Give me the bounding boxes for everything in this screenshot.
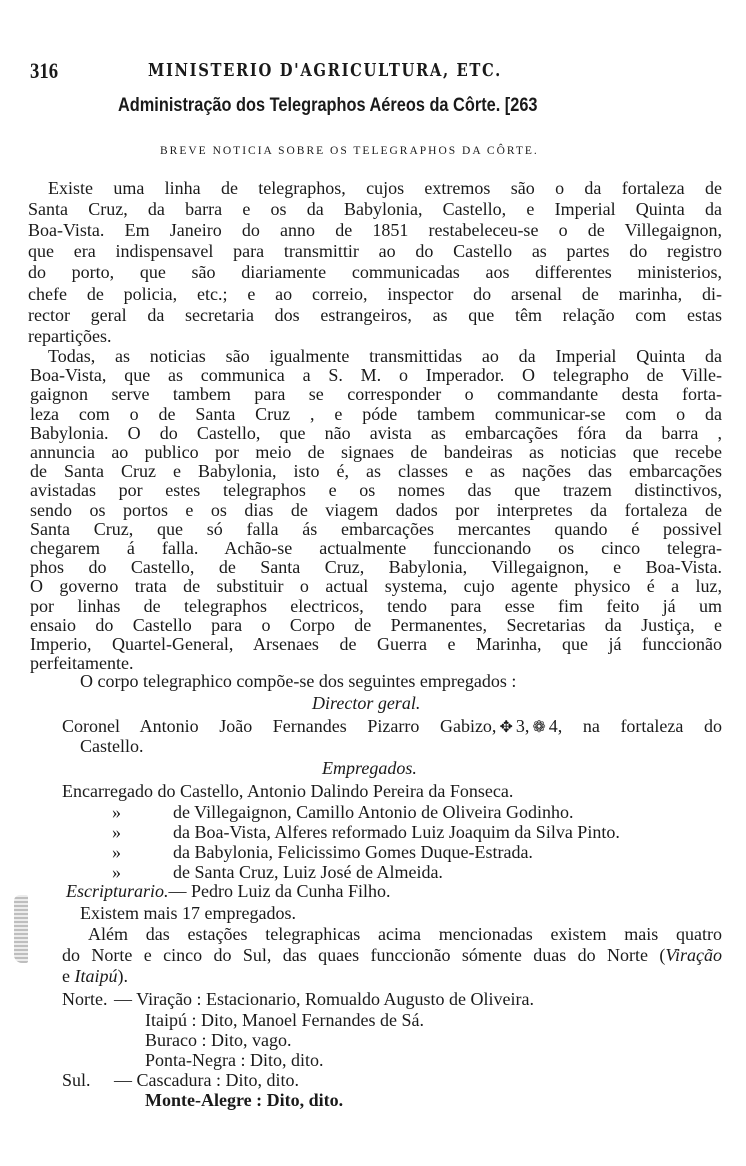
clerk-label: Escripturario. xyxy=(66,881,169,901)
director-name: Coronel Antonio João Fernandes Pizarro Gabizo, xyxy=(62,716,497,736)
station-name: Viração xyxy=(665,945,722,965)
paragraph-2-line: por linhas de telegraphos electricos, tendo para esse fim feito já um xyxy=(30,595,722,616)
paragraph-2-line: annuncia ao publico por meio de signaes de bandeiras as noticias que recebe xyxy=(30,442,722,462)
employees-heading: Empregados. xyxy=(322,758,417,778)
paragraph-1-line: chefe de policia, etc.; e ao correio, inspector do arsenal de marinha, di- xyxy=(28,283,722,304)
ditto-mark: » xyxy=(112,842,121,862)
director-line-cont: Castello. xyxy=(80,736,144,756)
north-station: Buraco : Dito, vago. xyxy=(145,1030,292,1050)
paragraph-1-line: do porto, que são diariamente communicadas aos differentes ministerios, xyxy=(28,262,722,283)
others-line: Existem mais 17 empregados. xyxy=(80,903,296,923)
running-title: MINISTERIO D'AGRICULTURA, ETC. xyxy=(148,60,502,81)
paragraph-2-line: O governo trata de substituir o actual systema, cujo agente physico é a luz, xyxy=(30,576,722,597)
employee-line: Encarregado do Castello, Antonio Dalindo Pereira da Fonseca. xyxy=(62,781,514,801)
ditto-mark: » xyxy=(112,802,121,822)
order-grade-2: 4, na fortaleza do xyxy=(548,716,722,736)
paragraph-2-line: gaignon serve tambem para se corresponder o commandante desta forta- xyxy=(30,384,722,405)
stations-text: do Norte e cinco do Sul, das quaes funccionão sómente duas do Norte ( xyxy=(62,945,666,965)
employee-line: de Santa Cruz, Luiz José de Almeida. xyxy=(173,862,443,882)
stations-text: e xyxy=(62,966,75,986)
stations-line: Além das estações telegraphicas acima mencionadas existem mais quatro xyxy=(88,924,722,944)
clerk-line xyxy=(66,880,391,902)
employee-line: da Babylonia, Felicissimo Gomes Duque-Estrada. xyxy=(173,842,533,862)
paragraph-2-line: de Santa Cruz e Babylonia, isto é, as classes e as nações das embarcações xyxy=(30,461,722,482)
paragraph-2-line: leza com o de Santa Cruz , e póde tambem communicar-se com o da xyxy=(30,403,722,424)
page-number: 316 xyxy=(30,58,59,83)
paragraph-1-line: Existe uma linha de telegraphos, cujos extremos são o da fortaleza de xyxy=(48,178,722,198)
paragraph-2-line: chegarem á falla. Achão-se actualmente funccionando os cinco telegra- xyxy=(30,538,722,558)
south-station: Monte-Alegre : Dito, dito. xyxy=(145,1090,344,1110)
stations-line xyxy=(62,965,128,987)
ditto-mark: » xyxy=(112,822,121,842)
north-station: Ponta-Negra : Dito, dito. xyxy=(145,1050,324,1070)
paragraph-2-line: perfeitamente. xyxy=(30,653,134,674)
order-cross-icon: ✥ xyxy=(499,719,513,736)
clerk-name: — Pedro Luiz da Cunha Filho. xyxy=(168,881,391,901)
director-line xyxy=(62,715,722,737)
paragraph-2-line: Imperio, Quartel-General, Arsenaes de Guerra e Marinha, que já funccionão xyxy=(30,634,722,654)
paragraph-2-line: avistadas por estes telegraphos e os nomes das que trazem distinctivos, xyxy=(30,480,722,501)
director-heading: Director geral. xyxy=(312,693,421,713)
north-station: Itaipú : Dito, Manoel Fernandes de Sá. xyxy=(145,1010,424,1030)
paragraph-2-line: Todas, as noticias são igualmente transmittidas ao da Imperial Quinta da xyxy=(48,346,722,366)
south-label: Sul. xyxy=(62,1070,91,1090)
employee-line: de Villegaignon, Camillo Antonio de Oliveira Godinho. xyxy=(173,802,574,822)
south-station: — Cascadura : Dito, dito. xyxy=(114,1070,299,1090)
stations-line xyxy=(62,944,722,966)
order-rose-icon: ❁ xyxy=(532,719,546,736)
paragraph-2-line: ensaio do Castello para o Corpo de Permanentes, Secretarias da Justiça, e xyxy=(30,614,722,635)
ditto-mark: » xyxy=(112,862,121,882)
paragraph-1-line: Boa-Vista. Em Janeiro do anno de 1851 restabeleceu-se o de Villegaignon, xyxy=(28,220,722,241)
paragraph-2-line: Santa Cruz, que só falla ás embarcações mercantes quando é possivel xyxy=(30,518,722,539)
paragraph-2-line: phos do Castello, de Santa Cruz, Babylonia, Villegaignon, e Boa-Vista. xyxy=(30,557,722,578)
paragraph-2-line: sendo os portos e os dias de viagem dados por interpretes da fortaleza de xyxy=(30,499,722,520)
notice-heading: BREVE NOTICIA SOBRE OS TELEGRAPHOS DA CÔRTE. xyxy=(160,145,539,157)
paragraph-1-line: que era indispensavel para transmittir ao do Castello as partes do registro xyxy=(28,241,722,262)
paragraph-1-line: rector geral da secretaria dos estrangeiros, as que têm relação com estas xyxy=(28,304,722,325)
stations-text: ). xyxy=(117,966,128,986)
paragraph-1-line: Santa Cruz, da barra e os da Babylonia, Castello, e Imperial Quinta da xyxy=(28,199,722,220)
staff-intro: O corpo telegraphico compõe-se dos seguintes empregados : xyxy=(80,671,517,691)
order-grade-1: 3, xyxy=(515,716,530,736)
paragraph-1-line: repartições. xyxy=(28,325,112,346)
section-title: Administração dos Telegraphos Aéreos da Côrte. [263 xyxy=(118,95,538,116)
station-name: Itaipú xyxy=(74,966,118,986)
north-station: — Viração : Estacionario, Romualdo Augusto de Oliveira. xyxy=(114,989,534,1009)
margin-smudge xyxy=(14,895,28,963)
north-label: Norte. xyxy=(62,989,108,1009)
employee-line: da Boa-Vista, Alferes reformado Luiz Joaquim da Silva Pinto. xyxy=(173,822,620,842)
paragraph-2-line: Boa-Vista, que as communica a S. M. o Imperador. O telegrapho de Ville- xyxy=(30,365,722,386)
paragraph-2-line: Babylonia. O do Castello, que não avista as embarcações fóra da barra , xyxy=(30,422,722,443)
